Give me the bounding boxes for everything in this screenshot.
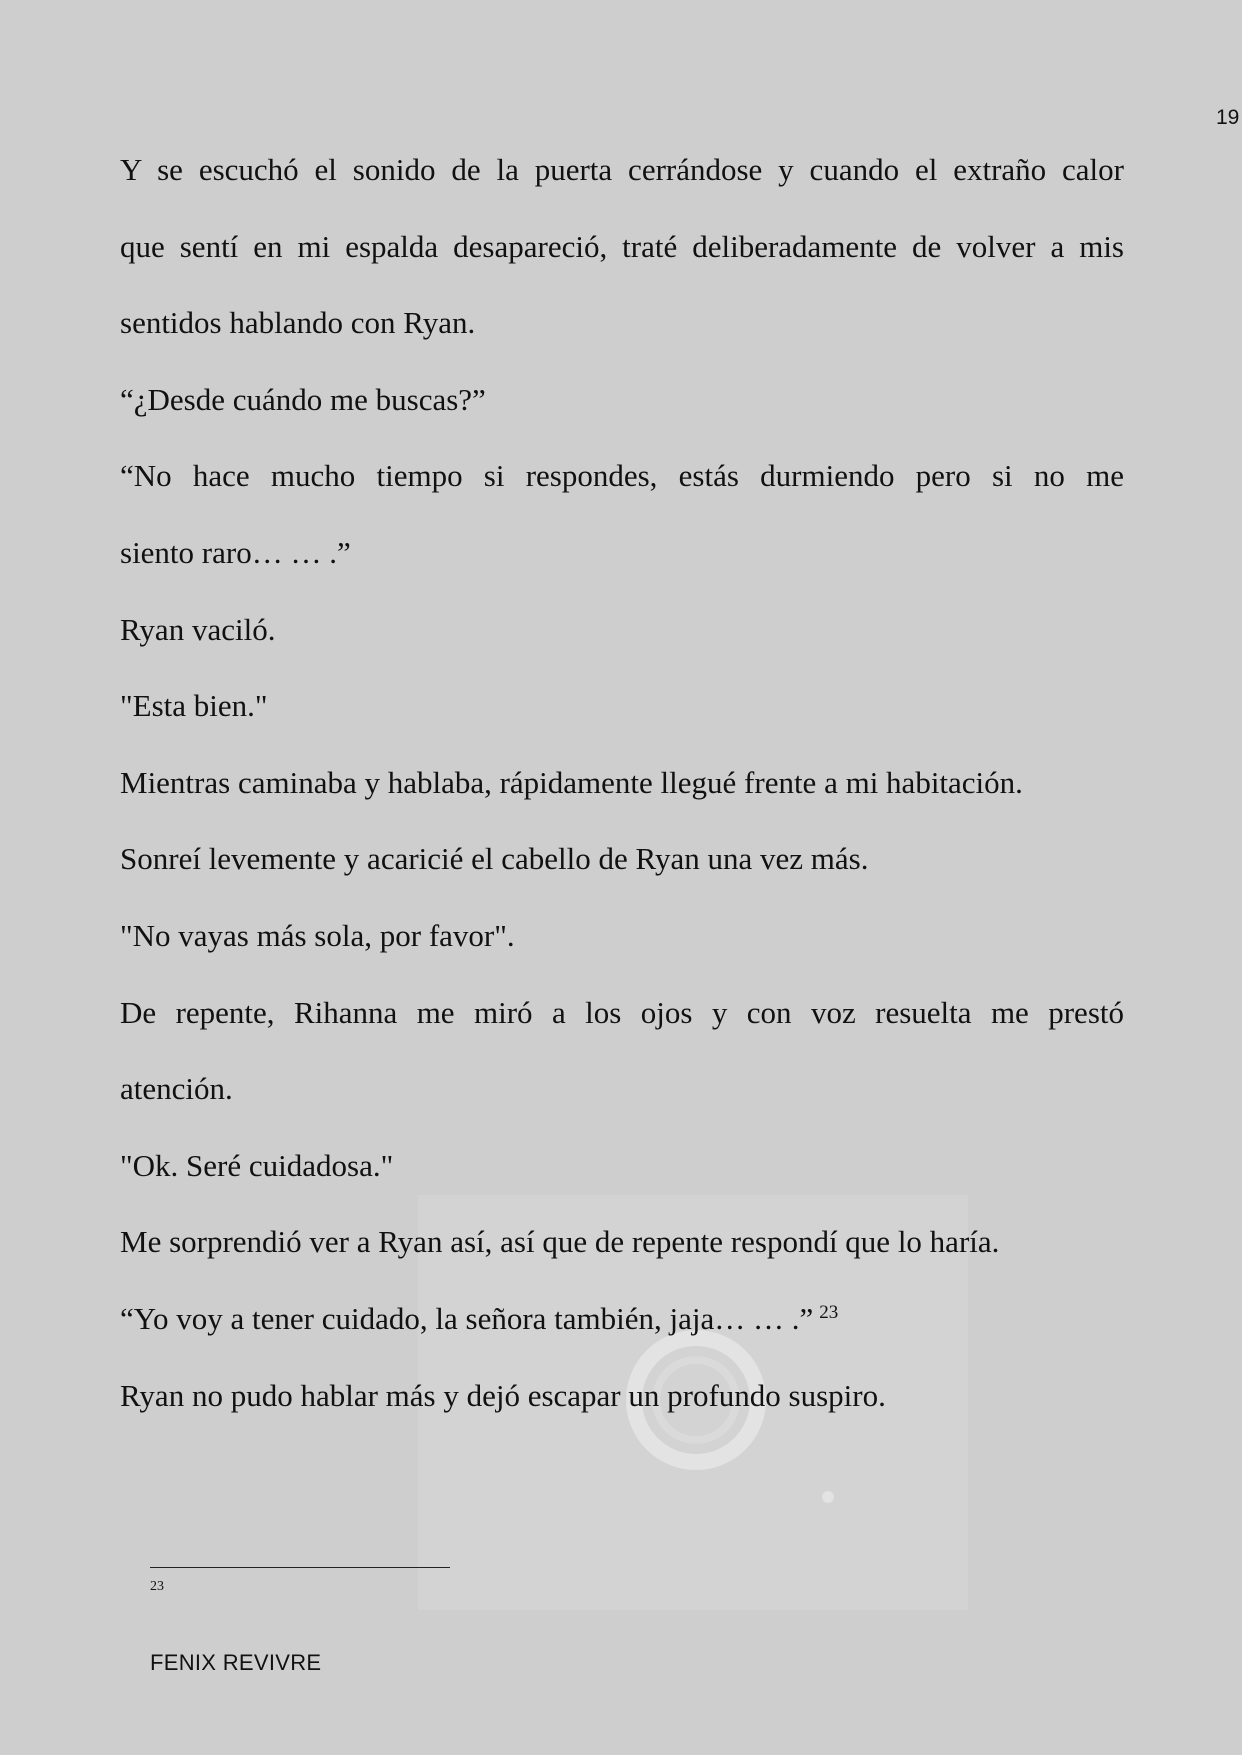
text-line: "Ok. Seré cuidadosa." bbox=[120, 1147, 394, 1183]
text-line: atención. bbox=[120, 1071, 233, 1107]
footnote-reference[interactable]: 23 bbox=[819, 1301, 839, 1323]
text-line: siento raro… … .” bbox=[120, 534, 351, 570]
footnote-divider bbox=[150, 1567, 450, 1568]
text-line: Sonreí levemente y acaricié el cabello de Ryan una vez más. bbox=[120, 841, 869, 877]
page-number: 19 bbox=[1216, 106, 1240, 129]
body-text bbox=[120, 137, 1124, 1439]
footnote-number: 23 bbox=[150, 1579, 164, 1594]
text-line: “No hace mucho tiempo si respondes, estás durmiendo pero si no me bbox=[120, 458, 1124, 494]
text-line: “¿Desde cuándo me buscas?” bbox=[120, 381, 486, 417]
text-line: "Esta bien." bbox=[120, 688, 268, 724]
text-line: De repente, Rihanna me miró a los ojos y con voz resuelta me prestó bbox=[120, 994, 1124, 1030]
footer-title: FENIX REVIVRE bbox=[150, 1650, 322, 1675]
text-line-with-footnote bbox=[120, 1286, 1124, 1363]
text-line: “Yo voy a tener cuidado, la señora también, jaja… … .” bbox=[120, 1300, 814, 1336]
text-line: Ryan vaciló. bbox=[120, 611, 276, 647]
text-line: Me sorprendió ver a Ryan así, así que de repente respondí que lo haría. bbox=[120, 1224, 1000, 1260]
text-line: que sentí en mi espalda desapareció, traté deliberadamente de volver a mis bbox=[120, 228, 1124, 264]
text-line: "No vayas más sola, por favor". bbox=[120, 917, 515, 953]
text-line: sentidos hablando con Ryan. bbox=[120, 305, 476, 341]
text-line: Y se escuchó el sonido de la puerta cerrándose y cuando el extraño calor bbox=[120, 152, 1124, 187]
text-line: Ryan no pudo hablar más y dejó escapar un profundo suspiro. bbox=[120, 1377, 886, 1413]
text-line: Mientras caminaba y hablaba, rápidamente llegué frente a mi habitación. bbox=[120, 764, 1023, 800]
